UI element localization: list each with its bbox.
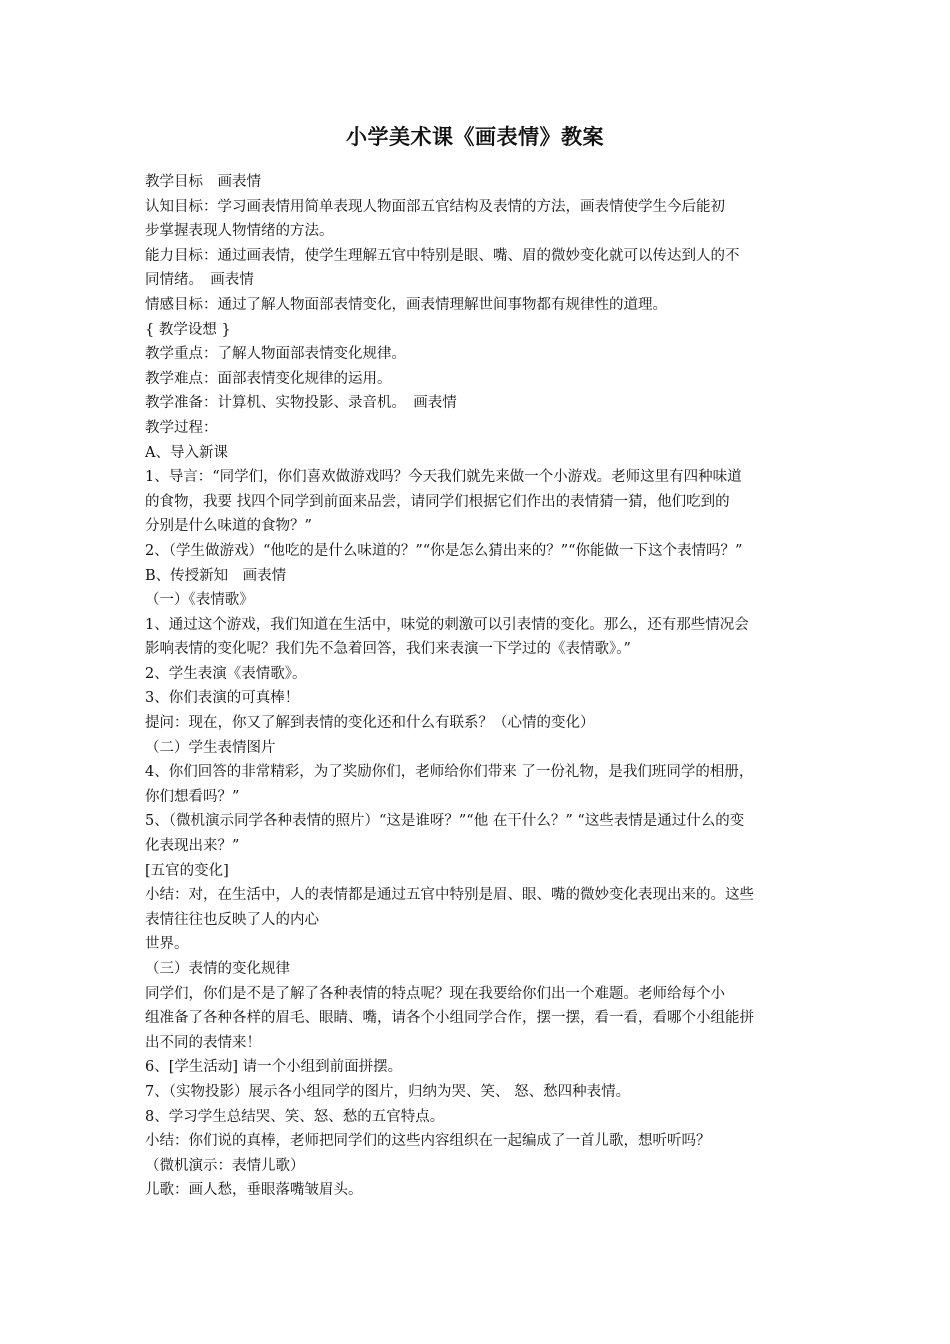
- text-line: 儿歌：画人愁，垂眼落嘴皱眉头。: [145, 1182, 363, 1199]
- text-line: 你们想看吗？”: [145, 788, 240, 805]
- text-line: B、传授新知 画表情: [145, 567, 287, 584]
- text-line: 影响表情的变化呢？我们先不急着回答，我们来表演一下学过的《表情歌》。”: [145, 641, 631, 658]
- text-line: 组准备了各种各样的眉毛、眼睛、嘴，请各个小组同学合作，摆一摆，看一看，看哪个小组能拼: [145, 1010, 754, 1027]
- text-line: （微机演示：表情儿歌）: [145, 1157, 305, 1174]
- text-line: 分别是什么味道的食物？”: [145, 518, 312, 535]
- text-line: （三）表情的变化规律: [145, 961, 290, 977]
- text-line: 5、（微机演示同学各种表情的照片）“这是谁呀？”“他 在干什么？” “这些表情是通过什么的变: [145, 813, 745, 830]
- text-line: 教学难点：面部表情变化规律的运用。: [145, 370, 392, 387]
- document-title: 小学美术课《画表情》教案: [346, 125, 604, 149]
- text-line: [五官的变化]: [145, 862, 229, 879]
- text-line: 2、学生表演《表情歌》。: [145, 665, 307, 682]
- text-line: 同学们，你们是不是了解了各种表情的特点呢？现在我要给你们出一个难题。老师给每个小: [145, 985, 725, 1002]
- text-line: { 教学设想 }: [145, 321, 231, 338]
- text-line: 的食物，我要 找四个同学到前面来品尝，请同学们根据它们作出的表情猜一猜，他们吃到的: [145, 493, 730, 510]
- text-line: 出不同的表情来！: [145, 1034, 261, 1051]
- text-line: （二）学生表情图片: [145, 739, 276, 756]
- text-line: 2、（学生做游戏）“他吃的是什么味道的？”“你是怎么猜出来的？”“你能做一下这个表情吗？”: [145, 542, 743, 559]
- text-line: 步掌握表现人物情绪的方法。: [145, 223, 334, 240]
- text-line: 教学目标 画表情: [145, 174, 261, 190]
- text-line: 3、你们表演的可真棒！: [145, 690, 300, 707]
- text-line: 6、[学生活动] 请一个小组到前面拼摆。: [145, 1059, 403, 1076]
- document-body: [145, 170, 817, 1203]
- text-line: 表情往往也反映了人的内心: [145, 911, 319, 928]
- text-line: 提问：现在，你又了解到表情的变化还和什么有联系？（心情的变化）: [145, 715, 595, 732]
- text-line: 教学重点：了解人物面部表情变化规律。: [145, 346, 406, 363]
- text-line: 化表现出来？”: [145, 838, 240, 855]
- text-line: 情感目标：通过了解人物面部表情变化，画表情理解世间事物都有规律性的道理。: [145, 296, 667, 313]
- text-line: 4、你们回答的非常精彩，为了奖励你们，老师给你们带来 了一份礼物，是我们班同学的相册，: [145, 764, 754, 781]
- text-line: 小结：对，在生活中，人的表情都是通过五官中特别是眉、眼、嘴的微妙变化表现出来的。这些: [145, 887, 754, 904]
- text-line: 世界。: [145, 936, 189, 953]
- text-line: 教学准备：计算机、实物投影、录音机。 画表情: [145, 395, 457, 412]
- text-line: 小结：你们说的真棒，老师把同学们的这些内容组织在一起编成了一首儿歌，想听听吗？: [145, 1133, 711, 1150]
- text-line: A、导入新课: [145, 444, 228, 461]
- text-line: 能力目标：通过画表情，使学生理解五官中特别是眼、嘴、眉的微妙变化就可以传达到人的不: [145, 247, 740, 264]
- text-line: 认知目标：学习画表情用简单表现人物面部五官结构及表情的方法，画表情使学生今后能初: [145, 198, 725, 215]
- text-line: 教学过程：: [145, 419, 218, 436]
- text-line: 8、学习学生总结哭、笑、怒、愁的五官特点。: [145, 1108, 445, 1125]
- text-line: 同情绪。 画表情: [145, 272, 254, 289]
- text-line: 7、（实物投影）展示各小组同学的图片，归纳为哭、笑、 怒、愁四种表情。: [145, 1083, 631, 1100]
- text-line: （一）《表情歌》: [145, 592, 254, 609]
- text-line: 1、导言：“同学们，你们喜欢做游戏吗？今天我们就先来做一个小游戏。老师这里有四种味道: [145, 469, 742, 486]
- text-line: 1、通过这个游戏，我们知道在生活中，味觉的刺激可以引表情的变化。那么，还有那些情况会: [145, 616, 749, 633]
